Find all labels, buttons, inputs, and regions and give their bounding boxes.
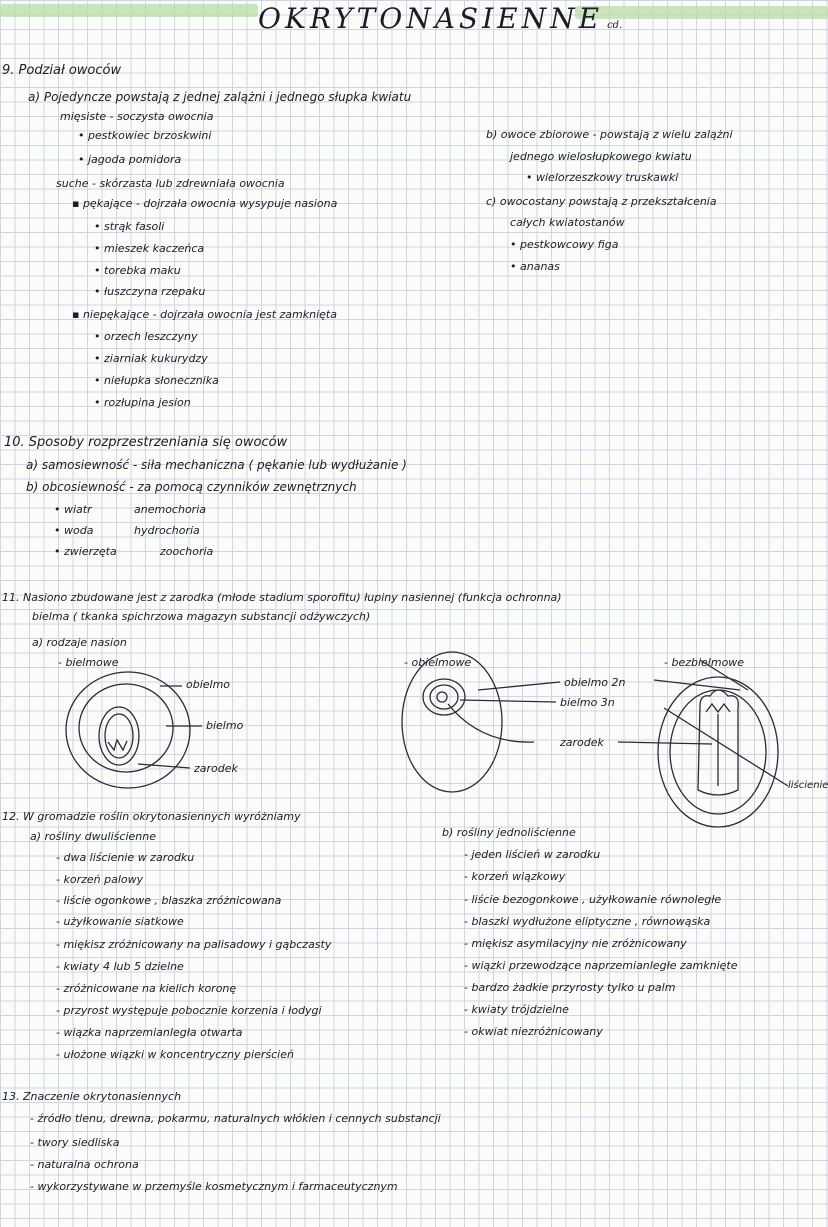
- s9-rozlupina: • rozłupina jesion: [94, 396, 191, 410]
- obielmowe-embryo: [437, 692, 447, 702]
- label-obielmo: obielmo: [186, 678, 231, 691]
- bielmowe-seed-inner: [79, 684, 173, 772]
- arrow-liscienie: [664, 708, 788, 786]
- s9-c3: • pestkowcowy figa: [510, 238, 619, 252]
- s10-woda-term: hydrochoria: [134, 524, 200, 537]
- s12-b7: - bardzo żadkie przyrosty tylko u palm: [464, 981, 676, 994]
- s12-b8: - kwiaty trójdzielne: [464, 1003, 569, 1016]
- s12-a6: - kwiaty 4 lub 5 dzielne: [56, 960, 184, 973]
- obielmowe-seed-outer: [402, 652, 502, 792]
- s12-b: b) rośliny jednoliścienne: [442, 826, 576, 839]
- s9-mieszek: • mieszek kaczeńca: [94, 242, 204, 256]
- s10-wiatr: • wiatr: [54, 503, 92, 517]
- s10-wiatr-term: anemochoria: [134, 503, 206, 516]
- s9-b2: jednego wielosłupkowego kwiatu: [510, 150, 692, 163]
- s10-zw-term: zoochoria: [160, 545, 214, 558]
- s12-a: a) rośliny dwuliścienne: [30, 830, 156, 843]
- s12-a1: - dwa liścienie w zarodku: [56, 851, 195, 864]
- s9-suche: suche - skórzasta lub zdrewniała owocnia: [56, 177, 285, 190]
- s9-torebka: • torebka maku: [94, 264, 181, 278]
- s9-luszczyna: • łuszczyna rzepaku: [94, 285, 205, 299]
- s9-ziarniak: • ziarniak kukurydzy: [94, 352, 208, 366]
- s13-heading: 13. Znaczenie okrytonasiennych: [2, 1090, 182, 1103]
- s13-l3: - naturalna ochrona: [30, 1158, 139, 1171]
- bezbielmowe-plumule: [706, 704, 730, 712]
- bielmowe-seed-outer: [66, 672, 190, 788]
- page-title: OKRYTONASIENNE cd.: [258, 2, 623, 35]
- s13-l4: - wykorzystywane w przemyśle kosmetycznym i farmaceutycznym: [30, 1180, 398, 1193]
- s11-a: a) rodzaje nasion: [32, 636, 127, 649]
- s12-b6: - wiązki przewodzące naprzemianległe zamknięte: [464, 959, 738, 972]
- arrow-bielmo3n: [460, 700, 556, 702]
- s12-b2: - korzeń wiązkowy: [464, 870, 566, 883]
- s12-a4: - użyłkowanie siatkowe: [56, 915, 184, 928]
- s9-nielupka: • niełupka słonecznika: [94, 374, 219, 388]
- s12-a2: - korzeń palowy: [56, 873, 144, 886]
- s11-heading: 11. Nasiono zbudowane jest z zarodka (młode stadium sporofitu) łupiny nasiennej (funkcja ochronna): [2, 591, 562, 604]
- s12-b5: - miękisz asymilacyjny nie zróżnicowany: [464, 937, 687, 950]
- s10-zw: • zwierzęta: [54, 545, 117, 559]
- label-bielmo: bielmo: [206, 719, 244, 732]
- s11-bezbielmowe: - bezbielmowe: [664, 656, 745, 669]
- s11-obielmowe: - obielmowe: [404, 656, 472, 669]
- s12-a5: - miękisz zróżnicowany na palisadowy i gąbczasty: [56, 938, 332, 951]
- label-liscienie: liścienie: [788, 780, 828, 791]
- s12-a7: - zróżnicowane na kielich koronę: [56, 982, 237, 995]
- s12-a10: - ułożone wiązki w koncentryczny pierścień: [56, 1048, 294, 1061]
- s11-bielmowe: - bielmowe: [58, 656, 119, 669]
- arrow-zarodek2: [448, 704, 534, 742]
- s12-b1: - jeden liścień w zarodku: [464, 848, 601, 861]
- s9-c2: całych kwiatostanów: [510, 216, 625, 229]
- s9-pestkowiec: • pestkowiec brzoskwini: [78, 129, 211, 143]
- bielmowe-embryo-shape: [108, 740, 127, 750]
- arrow-bezbielmowe: [700, 660, 748, 690]
- s9-strak: • strąk fasoli: [94, 220, 164, 234]
- s10-woda: • woda: [54, 524, 93, 538]
- s9-jagoda: • jagoda pomidora: [78, 153, 181, 167]
- s9-c: c) owocostany powstają z przekształcenia: [486, 195, 717, 208]
- s10-b: b) obcosiewność - za pomocą czynników zewnętrznych: [26, 480, 357, 494]
- s9-heading: 9. Podział owoców: [2, 63, 122, 78]
- obielmowe-embryo-ring: [430, 685, 458, 709]
- s13-l1: - źródło tlenu, drewna, pokarmu, naturalnych włókien i cennych substancji: [30, 1112, 441, 1125]
- s12-b3: - liście bezogonkowe , użyłkowanie równoległe: [464, 893, 722, 906]
- s12-b4: - blaszki wydłużone eliptyczne , równowąska: [464, 915, 711, 928]
- label-bielmo-3n: bielmo 3n: [560, 696, 615, 709]
- arrow-zarodek-right: [618, 742, 712, 744]
- s9-orzech: • orzech leszczyny: [94, 330, 197, 344]
- s9-b3: • wielorzeszkowy truskawki: [526, 171, 678, 185]
- s12-a8: - przyrost występuje pobocznie korzenia i łodygi: [56, 1004, 322, 1017]
- arrow-obielmo2n: [478, 682, 560, 690]
- bielmowe-embryo-inner: [105, 714, 133, 758]
- s13-l2: - twory siedliska: [30, 1136, 120, 1149]
- s10-heading: 10. Sposoby rozprzestrzeniania się owoców: [4, 435, 288, 450]
- s12-b9: - okwiat niezróżnicowany: [464, 1025, 603, 1038]
- s9-b: b) owoce zbiorowe - powstają z wielu zalążni: [486, 128, 733, 141]
- s9-niepekajace: ▪ niepękające - dojrzała owocnia jest zamknięta: [72, 308, 337, 322]
- label-zarodek-2: zarodek: [560, 736, 604, 749]
- s9-a: a) Pojedyncze powstają z jednej zalążni i jednego słupka kwiatu: [28, 90, 412, 104]
- label-zarodek: zarodek: [194, 762, 238, 775]
- label-obielmo-2n: obielmo 2n: [564, 676, 626, 689]
- s12-a3: - liście ogonkowe , blaszka zróżnicowana: [56, 894, 282, 907]
- s11-line2: bielma ( tkanka spichrzowa magazyn substancji odżywczych): [32, 610, 371, 623]
- s10-a: a) samosiewność - siła mechaniczna ( pękanie lub wydłużanie ): [26, 458, 407, 472]
- s12-heading: 12. W gromadzie roślin okrytonasiennych wyróżniamy: [2, 810, 301, 823]
- s9-c4: • ananas: [510, 260, 560, 274]
- s12-a9: - wiązka naprzemianległa otwarta: [56, 1026, 243, 1039]
- s9-miesiste: mięsiste - soczysta owocnia: [60, 110, 214, 123]
- s9-pekajace: ▪ pękające - dojrzała owocnia wysypuje nasiona: [72, 197, 337, 211]
